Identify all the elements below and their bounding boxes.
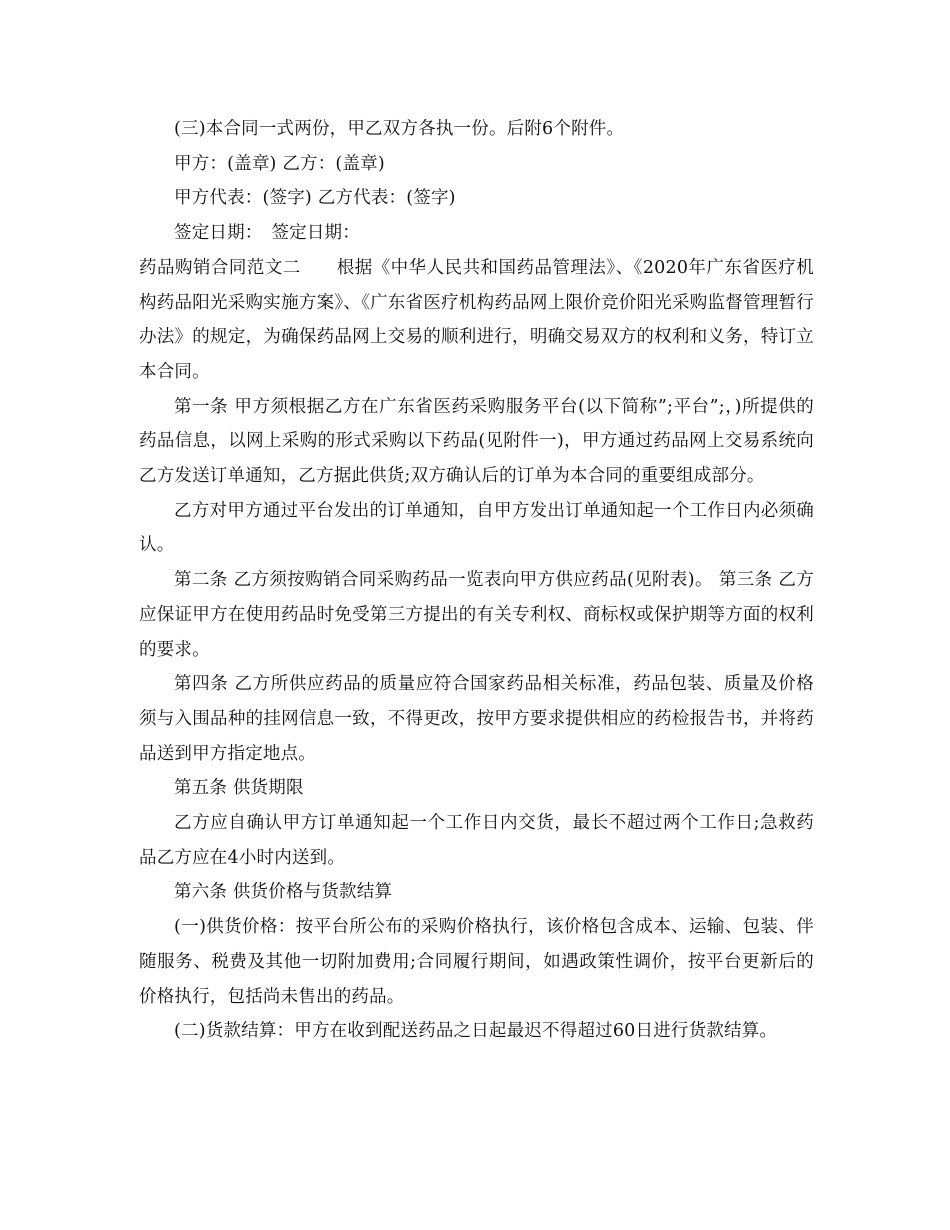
- heading-article-5: 第五条 供货期限: [174, 778, 304, 799]
- paragraph-party-seals: 甲方：(盖章) 乙方：(盖章): [174, 153, 385, 174]
- document-page: [139, 112, 814, 1049]
- paragraph-payment-settlement: (二)货款结算：甲方在收到配送药品之日起最迟不得超过60日进行货款结算。: [174, 1021, 778, 1042]
- paragraph-article-2-3: 第二条 乙方须按购销合同采购药品一览表向甲方供应药品(见附表)。 第三条 乙方应保证甲方在使用药品时免受第三方提出的有关专利权、商标权或保护期等方面的权利的要求。: [139, 570, 814, 660]
- paragraph-delivery-deadline: 乙方应自确认甲方订单通知起一个工作日内交货，最长不超过两个工作日;急救药品乙方应在4小时内送到。: [139, 813, 814, 868]
- paragraph-signing-dates: 签定日期： 签定日期：: [174, 223, 360, 244]
- paragraph-article-4: 第四条 乙方所供应药品的质量应符合国家药品相关标准，药品包装、质量及价格须与入围品种的挂网信息一致，不得更改，按甲方要求提供相应的药检报告书，并将药品送到甲方指定地点。: [139, 674, 814, 764]
- paragraph-contract-two-intro: 药品购销合同范文二 根据《中华人民共和国药品管理法》、《2020年广东省医疗机构药品阳光采购实施方案》、《广东省医疗机构药品网上限价竞价阳光采购监督管理暂行办法》的规定，为确保药品网上交易的顺利进行，明确交易双方的权利和义务，特订立本合同。: [139, 257, 814, 382]
- paragraph-party-representatives: 甲方代表：(签字) 乙方代表：(签字): [174, 188, 456, 209]
- heading-article-6: 第六条 供货价格与货款结算: [174, 882, 393, 903]
- paragraph-order-confirmation: 乙方对甲方通过平台发出的订单通知，自甲方发出订单通知起一个工作日内必须确认。: [139, 500, 814, 556]
- paragraph-article-1: 第一条 甲方须根据乙方在广东省医药采购服务平台(以下简称”;平台”;，)所提供的药品信息，以网上采购的形式采购以下药品(见附件一)，甲方通过药品网上交易系统向乙方发送订单通知，乙方据此供货;双方确认后的订单为本合同的重要组成部分。: [139, 396, 814, 487]
- paragraph-contract-copies: (三)本合同一式两份，甲乙双方各执一份。后附6个附件。: [174, 119, 625, 139]
- paragraph-supply-price: (一)供货价格：按平台所公布的采购价格执行，该价格包含成本、运输、包装、伴随服务、税费及其他一切附加费用;合同履行期间，如遇政策性调价，按平台更新后的价格执行，包括尚未售出的药品。: [139, 917, 814, 1007]
